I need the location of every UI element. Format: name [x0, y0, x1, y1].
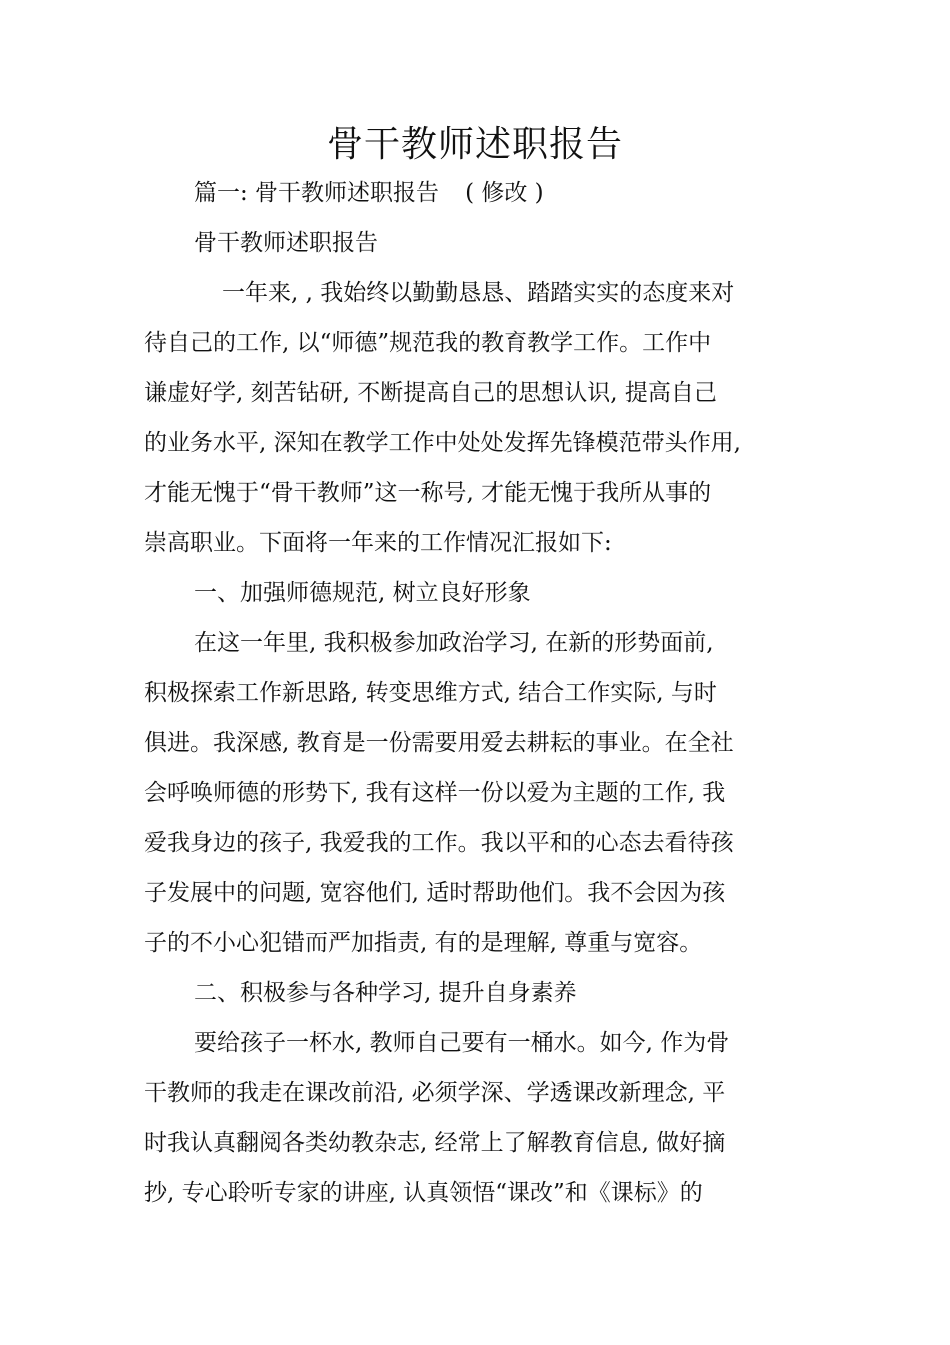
report-subtitle: 骨干教师述职报告: [194, 230, 378, 256]
chapter-note: ( 修改 ): [465, 180, 544, 206]
paragraph-line: 要给孩子一杯水, 教师自己要有一桶水。如今, 作为骨: [194, 1030, 730, 1056]
paragraph-line: 才能无愧于“骨干教师”这一称号, 才能无愧于我所从事的: [144, 480, 712, 506]
paragraph-line: 在这一年里, 我积极参加政治学习, 在新的形势面前,: [194, 630, 714, 656]
paragraph-line: 一年来, , 我始终以勤勤恳恳、踏踏实实的态度来对: [222, 280, 735, 306]
paragraph-line: 子的不小心犯错而严加指责, 有的是理解, 尊重与宽容。: [144, 930, 703, 956]
section-heading: 二、积极参与各种学习, 提升自身素养: [194, 980, 577, 1006]
paragraph-line: 俱进。我深感, 教育是一份需要用爱去耕耘的事业。在全社: [144, 730, 734, 756]
paragraph-line: 的业务水平, 深知在教学工作中处处发挥先锋模范带头作用,: [144, 430, 741, 456]
paragraph-line: 会呼唤师德的形势下, 我有这样一份以爱为主题的工作, 我: [144, 780, 726, 806]
paragraph-line: 待自己的工作, 以“师德”规范我的教育教学工作。工作中: [144, 330, 712, 356]
chapter-heading: [144, 168, 748, 218]
paragraph-line: 谦虚好学, 刻苦钻研, 不断提高自己的思想认识, 提高自己: [144, 380, 717, 406]
paragraph-line: 时我认真翻阅各类幼教杂志, 经常上了解教育信息, 做好摘: [144, 1130, 726, 1156]
document-title: 骨干教师述职报告: [326, 124, 623, 165]
paragraph-line: 积极探索工作新思路, 转变思维方式, 结合工作实际, 与时: [144, 680, 717, 706]
paragraph-line: 干教师的我走在课改前沿, 必须学深、学透课改新理念, 平: [144, 1080, 726, 1106]
document-body: [144, 168, 748, 1218]
section-heading: 一、加强师德规范, 树立良好形象: [194, 580, 531, 606]
paragraph-line: 抄, 专心聆听专家的讲座, 认真领悟“课改”和《课标》的: [144, 1180, 703, 1206]
chapter-label: 篇一: 骨干教师述职报告: [194, 180, 440, 206]
paragraph-line: 爱我身边的孩子, 我爱我的工作。我以平和的心态去看待孩: [144, 830, 734, 856]
paragraph-line: 崇高职业。下面将一年来的工作情况汇报如下:: [144, 530, 612, 556]
paragraph-line: 子发展中的问题, 宽容他们, 适时帮助他们。我不会因为孩: [144, 880, 726, 906]
